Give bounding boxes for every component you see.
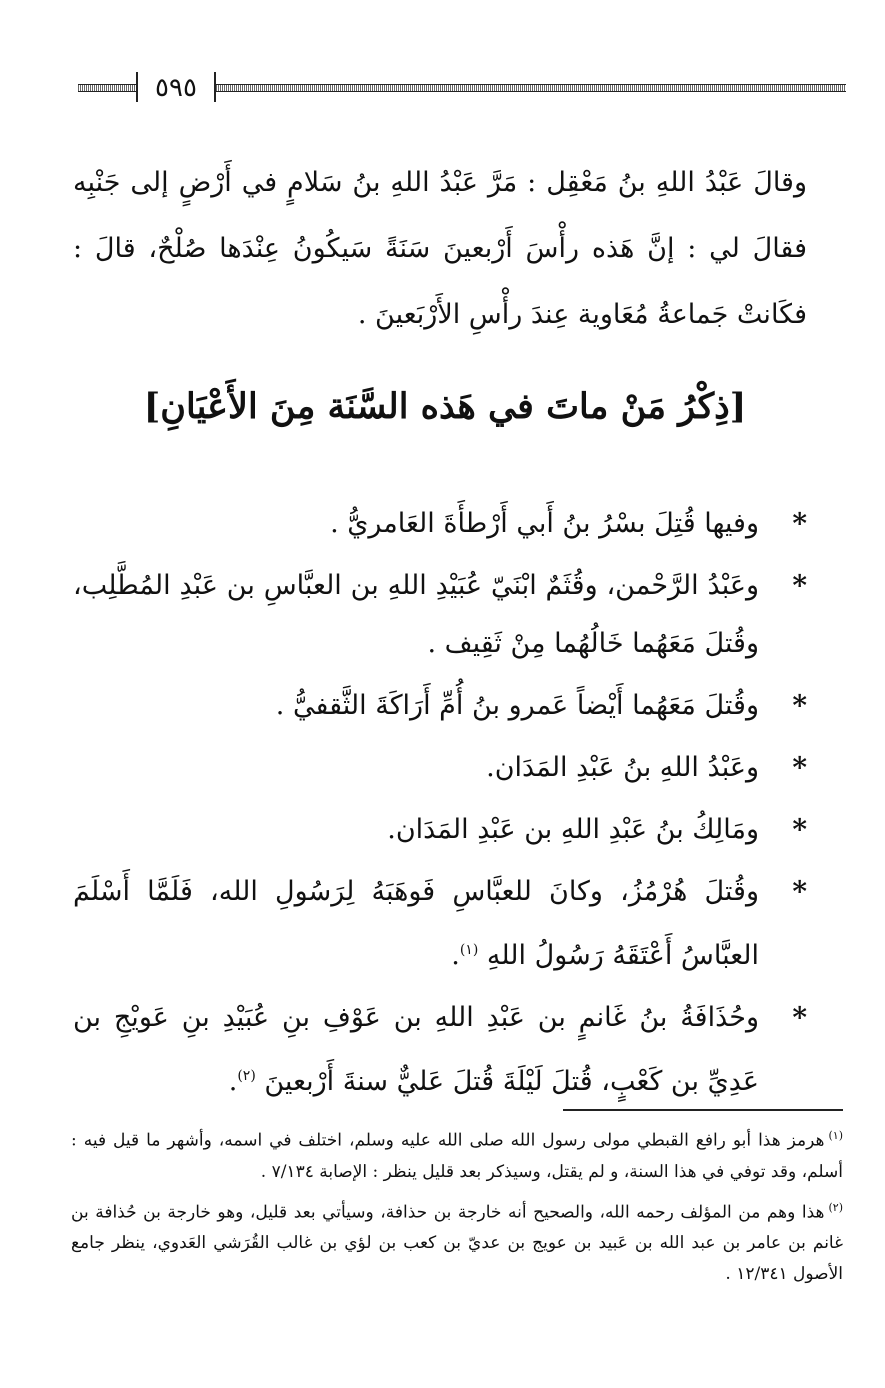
- asterisk-bullet: *: [792, 751, 807, 784]
- footnote-reference[interactable]: (٢): [237, 1068, 256, 1084]
- entry-text: وحُذَافَةُ بنُ غَانمٍ بن عَبْدِ اللهِ بن عَوْفِ بنِ عُبَيْدِ بنِ عَويْجِ بن عَدِيِّ بن كَعْبٍ، قُتلَ لَيْلَةَ قُتلَ عَليٌّ سنةَ أَرْبعينَ: [73, 1002, 759, 1097]
- asterisk-bullet: *: [792, 689, 807, 722]
- entry-text: ومَالِكُ بنُ عَبْدِ اللهِ بن عَبْدِ المَدَان.: [387, 814, 759, 845]
- footnote-text: هذا وهم من المؤلف رحمه الله، والصحيح أنه خارجة بن حذافة، وسيأتي بعد قليل، وهو خارجة بن حُذافة بن غانم بن عامر بن عبد الله بن عَبيد بن عويج بن عديّ بن كعب بن لؤي بن غالب القُرَشي العَدوي، ينظر جامع الأصول ١٢/٣٤١ .: [71, 1202, 843, 1285]
- footnote-mark: (٢): [828, 1200, 843, 1214]
- footnote-reference[interactable]: (١): [459, 942, 479, 958]
- header-rule-tick: [136, 72, 138, 102]
- entry-end-mark: .: [451, 940, 460, 971]
- header-rule-left: [78, 84, 136, 92]
- list-item: [73, 495, 807, 553]
- list-item: [73, 677, 807, 735]
- entry-end-mark: .: [228, 1066, 238, 1097]
- entry-text: وعَبْدُ اللهِ بنُ عَبْدِ المَدَان.: [486, 752, 759, 783]
- deaths-list: [73, 495, 807, 1115]
- footnotes: [71, 1120, 843, 1294]
- footnote-text: هرمز هذا أبو رافع القبطي مولى رسول الله صلى الله عليه وسلم، اختلف في اسمه، وأشهر ما قيل فيه : أسلم، وقد توفي في هذا السنة، و لم يقتل، وسيذكر بعد قليل ينظر : الإصابة ٧/١٣٤ .: [71, 1130, 843, 1182]
- header-rule-right: [216, 84, 846, 92]
- entry-text: وفيها قُتِلَ بسْرُ بنُ أَبي أَرْطأَةَ العَامريُّ .: [330, 508, 759, 539]
- list-item: [73, 739, 807, 797]
- asterisk-bullet: *: [792, 813, 807, 846]
- footnote: [71, 1192, 843, 1291]
- intro-paragraph: وقالَ عَبْدُ اللهِ بنُ مَعْقِل : مَرَّ عَبْدُ اللهِ بنُ سَلامٍ في أَرْضٍ إلى جَنْبِه فقالَ لي : إنَّ هَذه رأْسَ أَرْبعينَ سَنَةً سَيكُونُ عِنْدَها صُلْحٌ، قالَ : فكَانتْ جَماعةُ مُعَاوية عِندَ رأْسِ الأَرْبَعينَ .: [73, 167, 807, 330]
- list-item: [73, 801, 807, 859]
- asterisk-bullet: *: [792, 569, 807, 602]
- footnote-separator: [563, 1109, 843, 1111]
- entry-text: وعَبْدُ الرَّحْمن، وقُثَمٌ ابْنَيّ عُبَيْدِ اللهِ بن العبَّاسِ بن عَبْدِ المُطَّلِب، وقُتلَ مَعَهُما خَالُهُما مِنْ ثَقِيف .: [73, 570, 759, 659]
- asterisk-bullet: *: [792, 875, 807, 908]
- list-item: [73, 557, 807, 673]
- footnote: [71, 1120, 843, 1188]
- asterisk-bullet: *: [792, 1001, 807, 1034]
- asterisk-bullet: *: [792, 507, 807, 540]
- list-item: [73, 989, 807, 1111]
- entry-text: وقُتلَ مَعَهُما أَيْضاً عَمرو بنُ أُمِّ أَرَاكَةَ الثَّقفيُّ .: [275, 690, 759, 721]
- footnote-mark: (١): [828, 1129, 843, 1142]
- section-heading: [ذِكْرُ مَنْ ماتَ في هَذه السَّنَة مِنَ الأَعْيَانِ]: [143, 386, 747, 427]
- list-item: [73, 863, 807, 985]
- page-header: [78, 70, 846, 106]
- page-number: ٥٩٥: [155, 73, 197, 103]
- entry-text: وقُتلَ هُرْمُزُ، وكانَ للعبَّاسِ فَوهَبَهُ لِرَسُولِ الله، فَلَمَّا أَسْلَمَ العبَّاسُ أَعْتَقَهُ رَسُولُ اللهِ: [73, 876, 759, 971]
